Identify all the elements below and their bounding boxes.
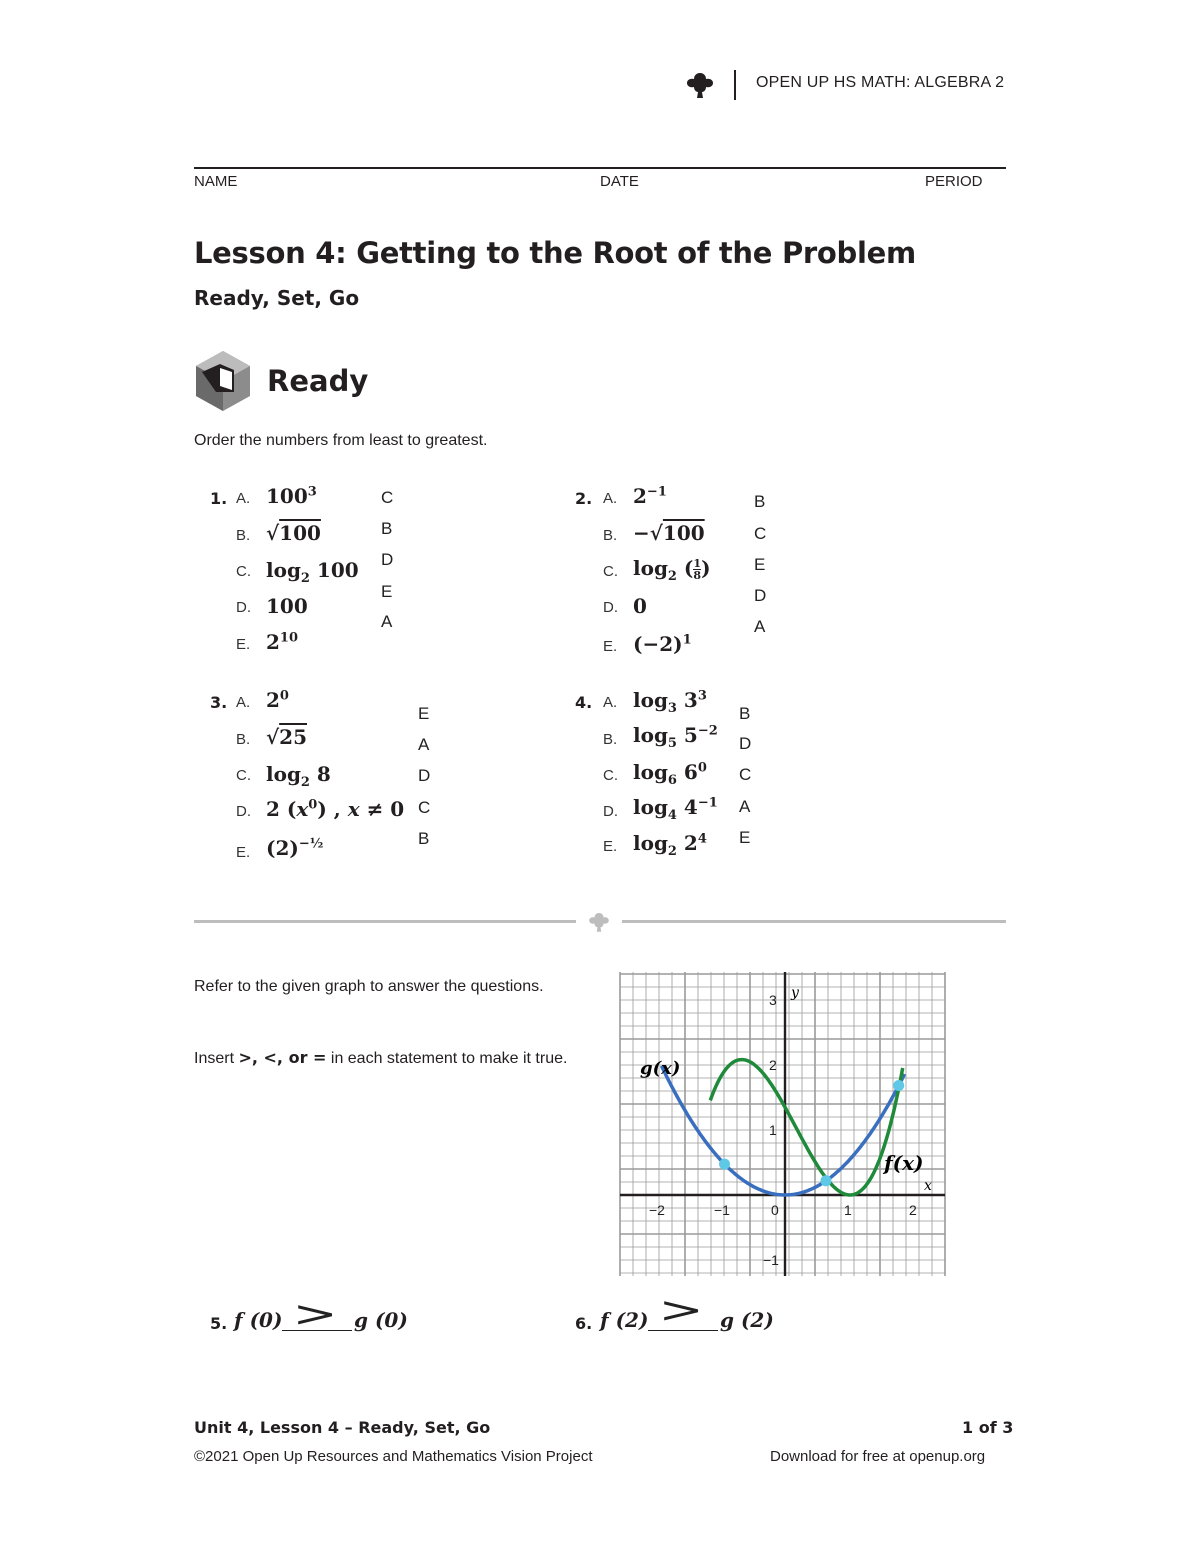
- p2-option-b-label: B.: [603, 527, 618, 544]
- lesson-title: Lesson 4: Getting to the Root of the Problem: [194, 236, 916, 270]
- q5-answer: >: [292, 1294, 338, 1335]
- f-label: f(x): [884, 1151, 924, 1175]
- p4-answer-4: A: [739, 797, 751, 816]
- p1-option-b-expr: √100: [266, 521, 321, 545]
- problem-3-number: 3.: [210, 693, 228, 712]
- p3-option-a-label: A.: [236, 694, 251, 711]
- y-tick-label: −1: [763, 1252, 779, 1268]
- p1-answer-5: A: [381, 612, 393, 631]
- date-label: DATE: [600, 173, 639, 190]
- q5-number: 5.: [210, 1314, 228, 1333]
- p2-option-a-label: A.: [603, 490, 618, 507]
- q6-left: f (2): [600, 1308, 649, 1332]
- intersection-point: [893, 1080, 904, 1091]
- x-tick-label: 0: [771, 1202, 779, 1218]
- x-tick-label: −2: [649, 1202, 665, 1218]
- y-tick-label: 3: [769, 992, 777, 1008]
- name-label: NAME: [194, 173, 238, 190]
- y-tick-label: 1: [769, 1122, 777, 1138]
- p3-option-a-expr: $2^0$: [266, 688, 289, 712]
- p4-answer-1: B: [739, 704, 751, 723]
- p2-option-d-label: D.: [603, 599, 618, 616]
- footer-copyright: ©2021 Open Up Resources and Mathematics Vision Project: [194, 1448, 593, 1465]
- x-tick-label: 1: [844, 1202, 852, 1218]
- p2-answer-3: E: [754, 555, 766, 574]
- problem-1-number: 1.: [210, 489, 228, 508]
- p2-answer-4: D: [754, 586, 767, 605]
- p1-option-e-expr: $2^{10}$: [266, 630, 299, 654]
- p1-answer-2: B: [381, 519, 393, 538]
- p3-option-c-expr: $\log_2 8$: [266, 762, 331, 790]
- p4-option-a-expr: $\log_3 3^3$: [633, 688, 707, 716]
- lesson-subtitle: Ready, Set, Go: [194, 286, 360, 310]
- problem-2-number: 2.: [575, 489, 593, 508]
- x-tick-label: −1: [714, 1202, 730, 1218]
- graph-axes: [620, 972, 945, 1276]
- p1-answer-3: D: [381, 550, 394, 569]
- p2-option-b-expr: −√100: [633, 521, 705, 545]
- y-tick-label: 2: [769, 1057, 777, 1073]
- p3-option-e-label: E.: [236, 844, 251, 861]
- y-axis-label: y: [791, 985, 799, 1001]
- ready-instruction: Order the numbers from least to greatest.: [194, 432, 488, 449]
- p4-option-c-label: C.: [603, 767, 618, 784]
- problem-4-number: 4.: [575, 693, 593, 712]
- p2-option-e-label: E.: [603, 638, 618, 655]
- p1-option-a-label: A.: [236, 490, 251, 507]
- section-divider-right: [622, 920, 1006, 923]
- p2-answer-1: B: [754, 492, 766, 511]
- function-graph: [618, 970, 948, 1280]
- p3-option-d-expr: 2 $(x^0)$ , x ≠ 0: [266, 797, 405, 821]
- q5-right: g (0): [354, 1308, 408, 1332]
- p4-option-e-label: E.: [603, 838, 618, 855]
- p4-option-a-label: A.: [603, 694, 618, 711]
- q6-number: 6.: [575, 1314, 593, 1333]
- p2-option-a-expr: $2^{-1}$: [633, 484, 667, 508]
- p2-option-e-expr: $(-2)^1$: [633, 632, 692, 656]
- footer-page: 1 of 3: [962, 1418, 1014, 1437]
- divider-logo-icon: [587, 910, 611, 934]
- p4-answer-3: C: [739, 765, 752, 784]
- p3-option-c-label: C.: [236, 767, 251, 784]
- p1-answer-1: C: [381, 488, 394, 507]
- p3-answer-3: D: [418, 766, 431, 785]
- p3-option-b-label: B.: [236, 731, 251, 748]
- p1-option-a-expr: $100^3$: [266, 484, 317, 508]
- graph-grid: [620, 972, 945, 1276]
- footer-unit: Unit 4, Lesson 4 – Ready, Set, Go: [194, 1418, 491, 1437]
- header-separator: [734, 70, 736, 100]
- p2-option-c-expr: $\log_2$ ( $\frac{1}{8}$ ): [633, 556, 711, 584]
- x-tick-label: 2: [909, 1202, 917, 1218]
- p2-option-d-expr: 0: [633, 594, 647, 618]
- q6-answer: >: [658, 1290, 704, 1331]
- p3-answer-4: C: [418, 798, 431, 817]
- intersection-point: [820, 1175, 831, 1186]
- p3-answer-5: B: [418, 829, 430, 848]
- g-label: g(x): [640, 1058, 681, 1079]
- p1-option-e-label: E.: [236, 636, 251, 653]
- p3-answer-2: A: [418, 735, 430, 754]
- p4-option-c-expr: $\log_6 6^0$: [633, 760, 707, 788]
- p3-option-b-expr: √25: [266, 725, 307, 749]
- p4-answer-2: D: [739, 734, 752, 753]
- p1-option-d-expr: 100: [266, 594, 308, 618]
- p3-answer-1: E: [418, 704, 430, 723]
- intersection-point: [719, 1159, 730, 1170]
- graph-insert-text: Insert >, <, or = in each statement to make it true.: [194, 1048, 568, 1067]
- p1-answer-4: E: [381, 582, 393, 601]
- p4-option-b-expr: $\log_5 5^{-2}$: [633, 723, 718, 751]
- p2-option-c-label: C.: [603, 563, 618, 580]
- p4-option-d-expr: $\log_4 4^{-1}$: [633, 795, 718, 823]
- q6-right: g (2): [720, 1308, 774, 1332]
- p4-answer-5: E: [739, 828, 751, 847]
- p1-option-c-expr: $\log_2 100$: [266, 558, 359, 586]
- p3-option-d-label: D.: [236, 803, 251, 820]
- graph-refer-text: Refer to the given graph to answer the questions.: [194, 978, 544, 995]
- p4-option-d-label: D.: [603, 803, 618, 820]
- p2-answer-5: A: [754, 617, 766, 636]
- p4-option-b-label: B.: [603, 731, 618, 748]
- p1-option-c-label: C.: [236, 563, 251, 580]
- p2-answer-2: C: [754, 524, 767, 543]
- name-date-line: [194, 167, 1006, 169]
- p1-option-b-label: B.: [236, 527, 251, 544]
- openup-logo-icon: [684, 70, 716, 100]
- section-divider-left: [194, 920, 576, 923]
- ready-heading: Ready: [267, 364, 369, 398]
- p1-option-d-label: D.: [236, 599, 251, 616]
- p4-option-e-expr: $\log_2 2^4$: [633, 831, 707, 859]
- footer-download: Download for free at openup.org: [770, 1448, 986, 1465]
- brand-title: OPEN UP HS MATH: ALGEBRA 2: [756, 74, 1005, 91]
- ready-hexagon-icon: [194, 350, 252, 412]
- x-axis-label: x: [924, 1178, 932, 1194]
- period-label: PERIOD: [925, 173, 983, 190]
- p3-option-e-expr: $(2)^{-\frac{1}{2}}$: [266, 836, 324, 860]
- q5-left: f (0): [234, 1308, 283, 1332]
